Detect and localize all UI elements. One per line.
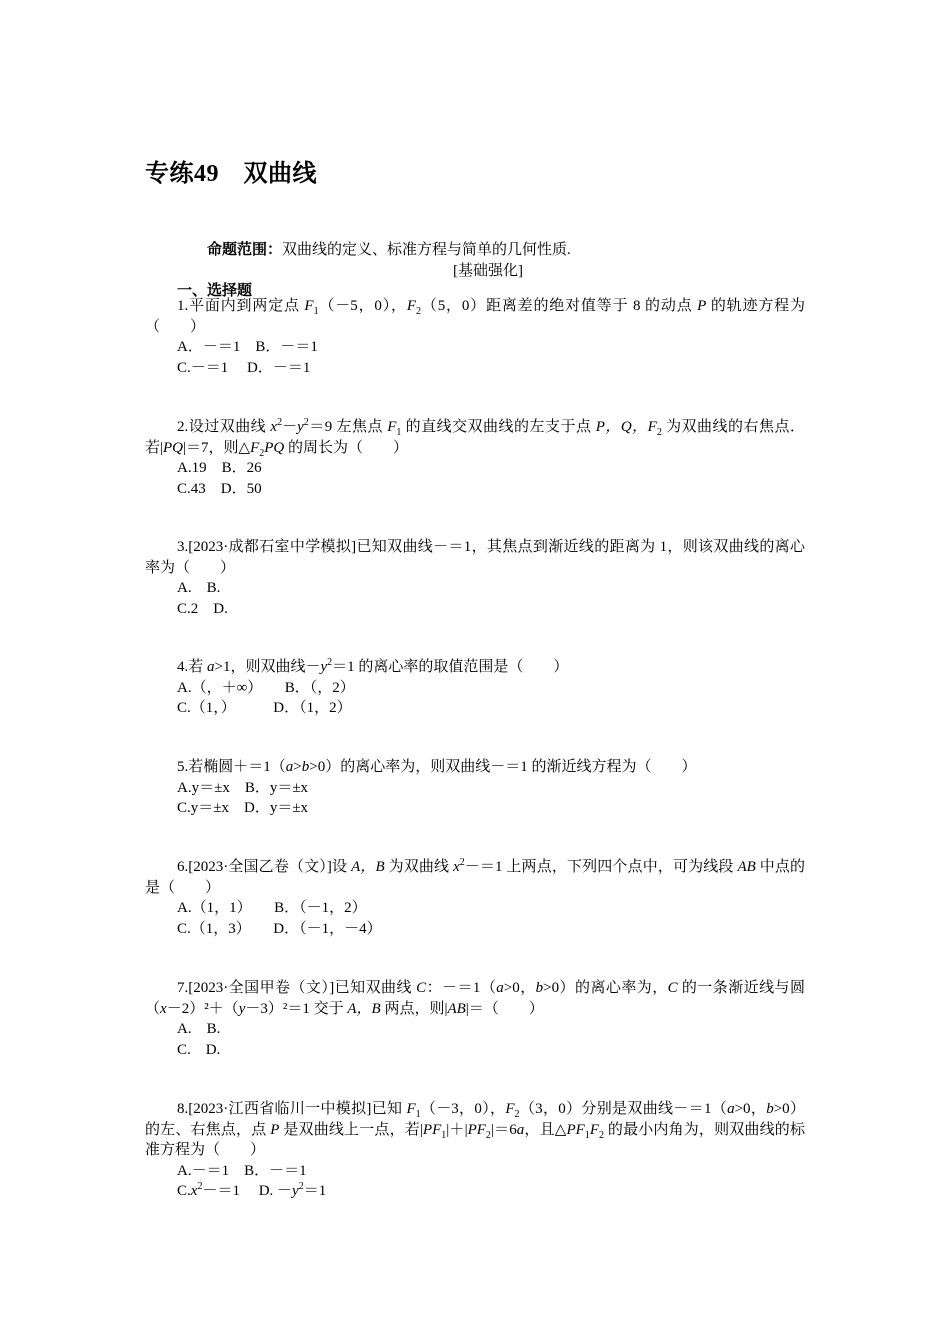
options-row-2: C.y＝±x D．y＝±x [177,800,309,816]
options-row-2: C. D. [177,1041,221,1058]
options-row-1: A.（，＋∞） B．（，2） [177,679,355,696]
options-row-2: C.（1，） D．（1，2） [177,700,352,716]
page-title: 专练49 双曲线 [145,161,317,187]
question-6 [145,857,805,939]
question-stem: 4.若 a>1，则双曲线$-y^2=1$ 的离心率的取值范围是（ ） [177,657,569,675]
question-4 [145,657,805,719]
options-row-2: C.－＝1 D．－＝1 [177,359,311,376]
options-row-2: C.（1，3） D．（－1，－4） [177,920,382,937]
options-row-2: C.2 D. [177,600,228,617]
question-1 [145,296,805,378]
options-row-1: A.19 B．26 [177,460,262,476]
options-row-2: $C.x^2-=1$ D. $-y^2=1$ [177,1181,327,1199]
question-8 [145,1099,805,1202]
difficulty-level: [基础强化] [453,263,523,279]
options-row-1: A. B. [177,580,221,596]
section-heading: 一、选择题 [177,283,253,299]
topic-scope [207,238,571,259]
question-stem: 8.[2023·江西省临川一中模拟]已知 $F_1(-3$，0），$F_2(3$，0）分别是双曲线－＝1（a>0，b>0）的左、右焦点，点 P 是双曲线上一点，若$|PF_1|+|PF_2|=6a$，且$\triangle PF_1F_2$ 的最小内角为，则双曲线的标准方程为（ ） [145,1101,805,1158]
options-row-1: A.y＝±x B．y＝±x [177,779,309,796]
options-row-1: A. B. [177,1021,221,1037]
question-3 [145,537,805,619]
topic-scope-text: 双曲线的定义、标准方程与简单的几何性质. [282,242,571,258]
options-row-1: A．－＝1 B．－＝1 [177,339,318,355]
question-stem: 6.[2023·全国乙卷（文）]设 A，B 为双曲线 $x^2-=1$ 上两点，下列四个点中，可为线段 AB 中点的是（ ） [145,857,805,896]
options-row-2: C.43 D．50 [177,480,262,497]
question-2 [145,417,805,499]
question-stem: 3.[2023·成都石室中学模拟]已知双曲线－＝1，其焦点到渐近线的距离为 1，则该双曲线的离心率为（ ） [145,539,805,576]
question-stem: 5.若椭圆＋＝1（a>b>0）的离心率为，则双曲线－＝1 的渐近线方程为（ ） [177,759,697,775]
question-stem: 2.设过双曲线 $x^2-y^2=9$ 左焦点 $F_1$ 的直线交双曲线的左支于点 P，Q，$F_2$ 为双曲线的右焦点．若|PQ|＝7，则$\triangle F_2PQ$ 的周长为（ ） [145,417,805,459]
options-row-1: A.－＝1 B．－＝1 [177,1162,307,1179]
question-stem: 7.[2023·全国甲卷（文）]已知双曲线 C：－＝1（a>0，b>0）的离心率为，C 的一条渐近线与圆（x－2）²＋（y－3）²＝1 交于 A，B 两点，则|AB|＝（ ） [145,980,805,1017]
question-5 [145,757,805,819]
topic-scope-label: 命题范围： [207,242,283,258]
options-row-1: A.（1，1） B．（－1，2） [177,900,367,916]
question-stem: 1.平面内到两定点 $F_1(-5$，0），$F_2(5$，0）距离差的绝对值等于 8 的动点 P 的轨迹方程为（ ） [145,298,805,335]
question-7 [145,978,805,1060]
